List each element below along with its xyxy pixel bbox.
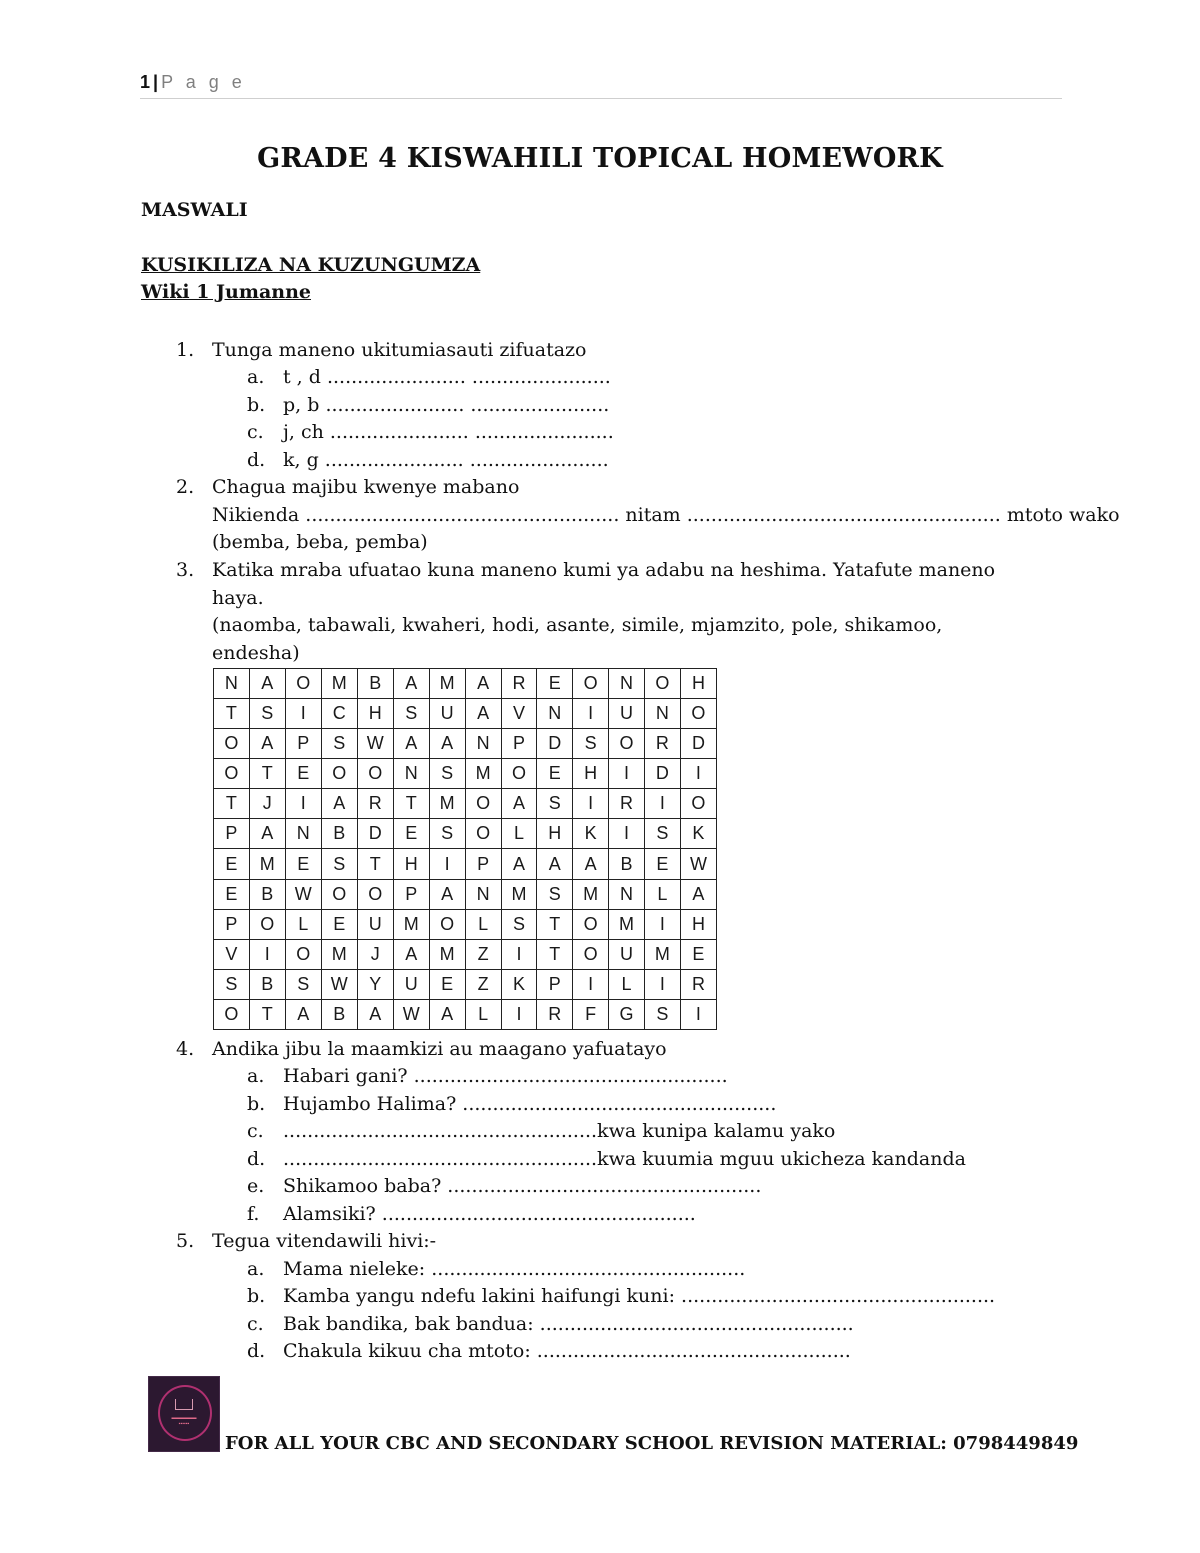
grid-row	[214, 669, 717, 699]
grid-cell: O	[214, 999, 250, 1029]
grid-cell: M	[609, 909, 645, 939]
grid-cell: L	[644, 879, 680, 909]
grid-cell: H	[393, 849, 429, 879]
grid-cell: P	[465, 849, 501, 879]
grid-cell: A	[285, 999, 321, 1029]
grid-cell: M	[429, 939, 465, 969]
q4-item-label: a.	[247, 1065, 265, 1087]
q1-item-label: b.	[247, 394, 266, 416]
grid-cell: R	[501, 669, 537, 699]
q5-item-label: b.	[247, 1285, 266, 1307]
grid-cell: O	[285, 939, 321, 969]
q3-number: 3.	[176, 559, 195, 581]
grid-cell: S	[501, 909, 537, 939]
grid-cell: A	[501, 849, 537, 879]
grid-cell: B	[321, 819, 357, 849]
q5-item-text: Chakula kikuu cha mtoto: ....................................................	[283, 1340, 851, 1362]
book-icon	[175, 1399, 193, 1410]
grid-cell: W	[393, 999, 429, 1029]
grid-cell: I	[573, 969, 609, 999]
grid-cell: P	[214, 909, 250, 939]
grid-row	[214, 699, 717, 729]
grid-cell: O	[573, 939, 609, 969]
grid-cell: U	[393, 969, 429, 999]
grid-cell: U	[609, 939, 645, 969]
grid-cell: A	[429, 879, 465, 909]
q1-item-text: t , d ....................... .......................	[283, 366, 611, 388]
grid-cell: A	[429, 729, 465, 759]
grid-cell: O	[321, 759, 357, 789]
grid-cell: S	[393, 699, 429, 729]
grid-cell: T	[249, 759, 285, 789]
grid-cell: I	[644, 909, 680, 939]
document-title: GRADE 4 KISWAHILI TOPICAL HOMEWORK	[257, 143, 943, 174]
grid-row	[214, 999, 717, 1029]
section-heading: KUSIKILIZA NA KUZUNGUMZA	[141, 254, 481, 276]
grid-row	[214, 849, 717, 879]
grid-cell: N	[537, 699, 573, 729]
grid-cell: T	[357, 849, 393, 879]
grid-cell: A	[249, 819, 285, 849]
header-rule	[140, 98, 1062, 99]
grid-cell: U	[609, 699, 645, 729]
grid-cell: P	[393, 879, 429, 909]
grid-cell: N	[644, 699, 680, 729]
q5-text: Tegua vitendawili hivi:-	[212, 1230, 437, 1252]
q4-text: Andika jibu la maamkizi au maagano yafuatayo	[212, 1038, 667, 1060]
grid-cell: P	[214, 819, 250, 849]
grid-cell: B	[249, 969, 285, 999]
grid-cell: I	[249, 939, 285, 969]
grid-cell: U	[357, 909, 393, 939]
grid-cell: F	[573, 999, 609, 1029]
grid-cell: O	[357, 759, 393, 789]
grid-cell: N	[285, 819, 321, 849]
q4-item-text: Habari gani? ....................................................	[283, 1065, 728, 1087]
grid-cell: A	[429, 999, 465, 1029]
grid-cell: Z	[465, 969, 501, 999]
grid-cell: W	[680, 849, 716, 879]
grid-cell: S	[249, 699, 285, 729]
grid-cell: O	[214, 759, 250, 789]
grid-cell: M	[321, 939, 357, 969]
grid-cell: O	[501, 759, 537, 789]
grid-cell: O	[680, 789, 716, 819]
grid-cell: C	[321, 699, 357, 729]
grid-cell: R	[644, 729, 680, 759]
grid-cell: I	[680, 759, 716, 789]
grid-cell: E	[680, 939, 716, 969]
grid-cell: T	[249, 999, 285, 1029]
grid-cell: A	[393, 939, 429, 969]
grid-cell: J	[249, 789, 285, 819]
q3-word-list: (naomba, tabawali, kwaheri, hodi, asante, simile, mjamzito, pole, shikamoo,	[212, 614, 943, 636]
grid-cell: D	[357, 819, 393, 849]
grid-cell: S	[214, 969, 250, 999]
grid-row	[214, 759, 717, 789]
grid-cell: M	[393, 909, 429, 939]
grid-cell: A	[393, 669, 429, 699]
grid-cell: O	[644, 669, 680, 699]
maswali-heading: MASWALI	[141, 199, 248, 221]
grid-cell: O	[573, 669, 609, 699]
grid-cell: I	[609, 759, 645, 789]
grid-cell: K	[573, 819, 609, 849]
week-heading: Wiki 1 Jumanne	[141, 281, 311, 303]
grid-cell: E	[429, 969, 465, 999]
grid-cell: U	[429, 699, 465, 729]
logo-lettering: ▬▬▬▬▬ ▪▪▪▪▪▪	[171, 1415, 197, 1427]
grid-cell: E	[285, 759, 321, 789]
grid-cell: A	[680, 879, 716, 909]
page-separator: |	[153, 72, 159, 92]
grid-cell: K	[680, 819, 716, 849]
grid-cell: A	[465, 669, 501, 699]
grid-cell: I	[429, 849, 465, 879]
q2-sentence: Nikienda .................................................... nitam .................................................... mtoto wako	[212, 504, 1120, 526]
grid-cell: Y	[357, 969, 393, 999]
grid-cell: K	[501, 969, 537, 999]
grid-cell: A	[321, 789, 357, 819]
q4-item-label: b.	[247, 1093, 266, 1115]
grid-cell: T	[214, 699, 250, 729]
grid-cell: E	[393, 819, 429, 849]
grid-cell: E	[644, 849, 680, 879]
grid-cell: E	[537, 759, 573, 789]
grid-cell: N	[609, 669, 645, 699]
q1-text: Tunga maneno ukitumiasauti zifuatazo	[212, 339, 587, 361]
grid-cell: O	[321, 879, 357, 909]
grid-cell: E	[537, 669, 573, 699]
grid-cell: A	[501, 789, 537, 819]
q4-item-label: c.	[247, 1120, 264, 1142]
q5-item-text: Kamba yangu ndefu lakini haifungi kuni: ....................................................	[283, 1285, 996, 1307]
footer-text: FOR ALL YOUR CBC AND SECONDARY SCHOOL REVISION MATERIAL: 0798449849	[225, 1433, 1079, 1454]
q1-item-text: j, ch ....................... .......................	[283, 421, 614, 443]
q5-item-label: c.	[247, 1313, 264, 1335]
q1-number: 1.	[176, 339, 195, 361]
grid-cell: I	[285, 789, 321, 819]
grid-cell: A	[249, 729, 285, 759]
q4-item-label: e.	[247, 1175, 265, 1197]
grid-cell: V	[501, 699, 537, 729]
q4-item-label: f.	[247, 1203, 260, 1225]
q3-text-line: haya.	[212, 587, 264, 609]
grid-cell: L	[465, 999, 501, 1029]
grid-cell: O	[357, 879, 393, 909]
grid-cell: T	[393, 789, 429, 819]
grid-cell: H	[573, 759, 609, 789]
grid-cell: S	[321, 849, 357, 879]
q2-number: 2.	[176, 476, 195, 498]
grid-cell: O	[465, 819, 501, 849]
grid-cell: E	[214, 849, 250, 879]
grid-cell: N	[465, 879, 501, 909]
q1-item-text: p, b ....................... .......................	[283, 394, 610, 416]
grid-cell: M	[465, 759, 501, 789]
q5-item-text: Mama nieleke: ....................................................	[283, 1258, 746, 1280]
grid-cell: M	[429, 789, 465, 819]
grid-cell: S	[429, 759, 465, 789]
grid-cell: A	[573, 849, 609, 879]
grid-row	[214, 819, 717, 849]
grid-cell: A	[357, 999, 393, 1029]
grid-cell: L	[501, 819, 537, 849]
grid-cell: I	[573, 699, 609, 729]
grid-cell: O	[573, 909, 609, 939]
grid-cell: I	[501, 999, 537, 1029]
grid-row	[214, 879, 717, 909]
q2-choices: (bemba, beba, pemba)	[212, 531, 428, 553]
grid-cell: W	[357, 729, 393, 759]
grid-cell: S	[321, 729, 357, 759]
grid-cell: P	[501, 729, 537, 759]
q4-item-text: Shikamoo baba? ....................................................	[283, 1175, 762, 1197]
grid-cell: A	[249, 669, 285, 699]
grid-cell: B	[357, 669, 393, 699]
logo-ring	[158, 1385, 212, 1441]
grid-row	[214, 789, 717, 819]
grid-cell: E	[214, 879, 250, 909]
grid-cell: T	[537, 939, 573, 969]
grid-cell: O	[285, 669, 321, 699]
q5-number: 5.	[176, 1230, 195, 1252]
grid-row	[214, 939, 717, 969]
grid-cell: O	[465, 789, 501, 819]
grid-cell: P	[537, 969, 573, 999]
grid-cell: R	[357, 789, 393, 819]
grid-cell: B	[321, 999, 357, 1029]
grid-cell: I	[501, 939, 537, 969]
q1-item-label: c.	[247, 421, 264, 443]
grid-cell: S	[429, 819, 465, 849]
grid-cell: A	[537, 849, 573, 879]
grid-cell: H	[680, 669, 716, 699]
grid-cell: T	[537, 909, 573, 939]
grid-cell: M	[501, 879, 537, 909]
page-number: 1	[140, 72, 151, 92]
q4-item-text: ....................................................kwa kunipa kalamu yako	[283, 1120, 836, 1142]
grid-cell: S	[644, 999, 680, 1029]
grid-cell: T	[214, 789, 250, 819]
grid-cell: N	[609, 879, 645, 909]
grid-cell: M	[249, 849, 285, 879]
grid-cell: E	[285, 849, 321, 879]
q2-text: Chagua majibu kwenye mabano	[212, 476, 520, 498]
grid-cell: Z	[465, 939, 501, 969]
grid-cell: N	[393, 759, 429, 789]
grid-cell: R	[680, 969, 716, 999]
grid-cell: O	[249, 909, 285, 939]
q1-item-text: k, g ....................... .......................	[283, 449, 609, 471]
grid-cell: G	[609, 999, 645, 1029]
q4-item-text: ....................................................kwa kuumia mguu ukicheza kandanda	[283, 1148, 966, 1170]
q4-item-text: Hujambo Halima? ....................................................	[283, 1093, 777, 1115]
grid-cell: O	[680, 699, 716, 729]
q5-item-label: d.	[247, 1340, 266, 1362]
grid-cell: M	[321, 669, 357, 699]
grid-cell: A	[465, 699, 501, 729]
grid-cell: W	[285, 879, 321, 909]
q5-item-label: a.	[247, 1258, 265, 1280]
grid-cell: H	[537, 819, 573, 849]
grid-cell: O	[609, 729, 645, 759]
grid-cell: E	[321, 909, 357, 939]
grid-cell: S	[537, 789, 573, 819]
grid-cell: R	[609, 789, 645, 819]
grid-cell: D	[644, 759, 680, 789]
grid-cell: O	[214, 729, 250, 759]
q1-item-label: a.	[247, 366, 265, 388]
grid-cell: H	[680, 909, 716, 939]
grid-cell: I	[644, 789, 680, 819]
grid-cell: R	[537, 999, 573, 1029]
grid-cell: O	[429, 909, 465, 939]
grid-cell: V	[214, 939, 250, 969]
grid-cell: S	[644, 819, 680, 849]
grid-cell: N	[214, 669, 250, 699]
grid-cell: D	[680, 729, 716, 759]
grid-cell: W	[321, 969, 357, 999]
grid-row	[214, 909, 717, 939]
page-label: P a g e	[161, 72, 246, 92]
q5-item-text: Bak bandika, bak bandua: ....................................................	[283, 1313, 854, 1335]
q4-number: 4.	[176, 1038, 195, 1060]
grid-cell: S	[573, 729, 609, 759]
grid-cell: L	[285, 909, 321, 939]
grid-cell: I	[573, 789, 609, 819]
word-search-grid	[213, 668, 717, 1030]
grid-cell: D	[537, 729, 573, 759]
grid-cell: I	[285, 699, 321, 729]
page-header	[140, 72, 246, 93]
grid-row	[214, 729, 717, 759]
grid-cell: B	[609, 849, 645, 879]
grid-cell: J	[357, 939, 393, 969]
grid-cell: I	[609, 819, 645, 849]
q3-text-line: Katika mraba ufuatao kuna maneno kumi ya adabu na heshima. Yatafute maneno	[212, 559, 996, 581]
grid-cell: L	[609, 969, 645, 999]
grid-cell: M	[573, 879, 609, 909]
grid-cell: A	[393, 729, 429, 759]
grid-cell: M	[644, 939, 680, 969]
grid-cell: S	[285, 969, 321, 999]
grid-cell: I	[680, 999, 716, 1029]
grid-cell: M	[429, 669, 465, 699]
grid-row	[214, 969, 717, 999]
grid-cell: H	[357, 699, 393, 729]
grid-cell: B	[249, 879, 285, 909]
publisher-logo	[148, 1376, 220, 1452]
q1-item-label: d.	[247, 449, 266, 471]
grid-cell: P	[285, 729, 321, 759]
q4-item-label: d.	[247, 1148, 266, 1170]
grid-cell: S	[537, 879, 573, 909]
q4-item-text: Alamsiki? ....................................................	[283, 1203, 696, 1225]
grid-cell: I	[644, 969, 680, 999]
grid-cell: L	[465, 909, 501, 939]
grid-cell: N	[465, 729, 501, 759]
q3-word-list: endesha)	[212, 642, 300, 664]
